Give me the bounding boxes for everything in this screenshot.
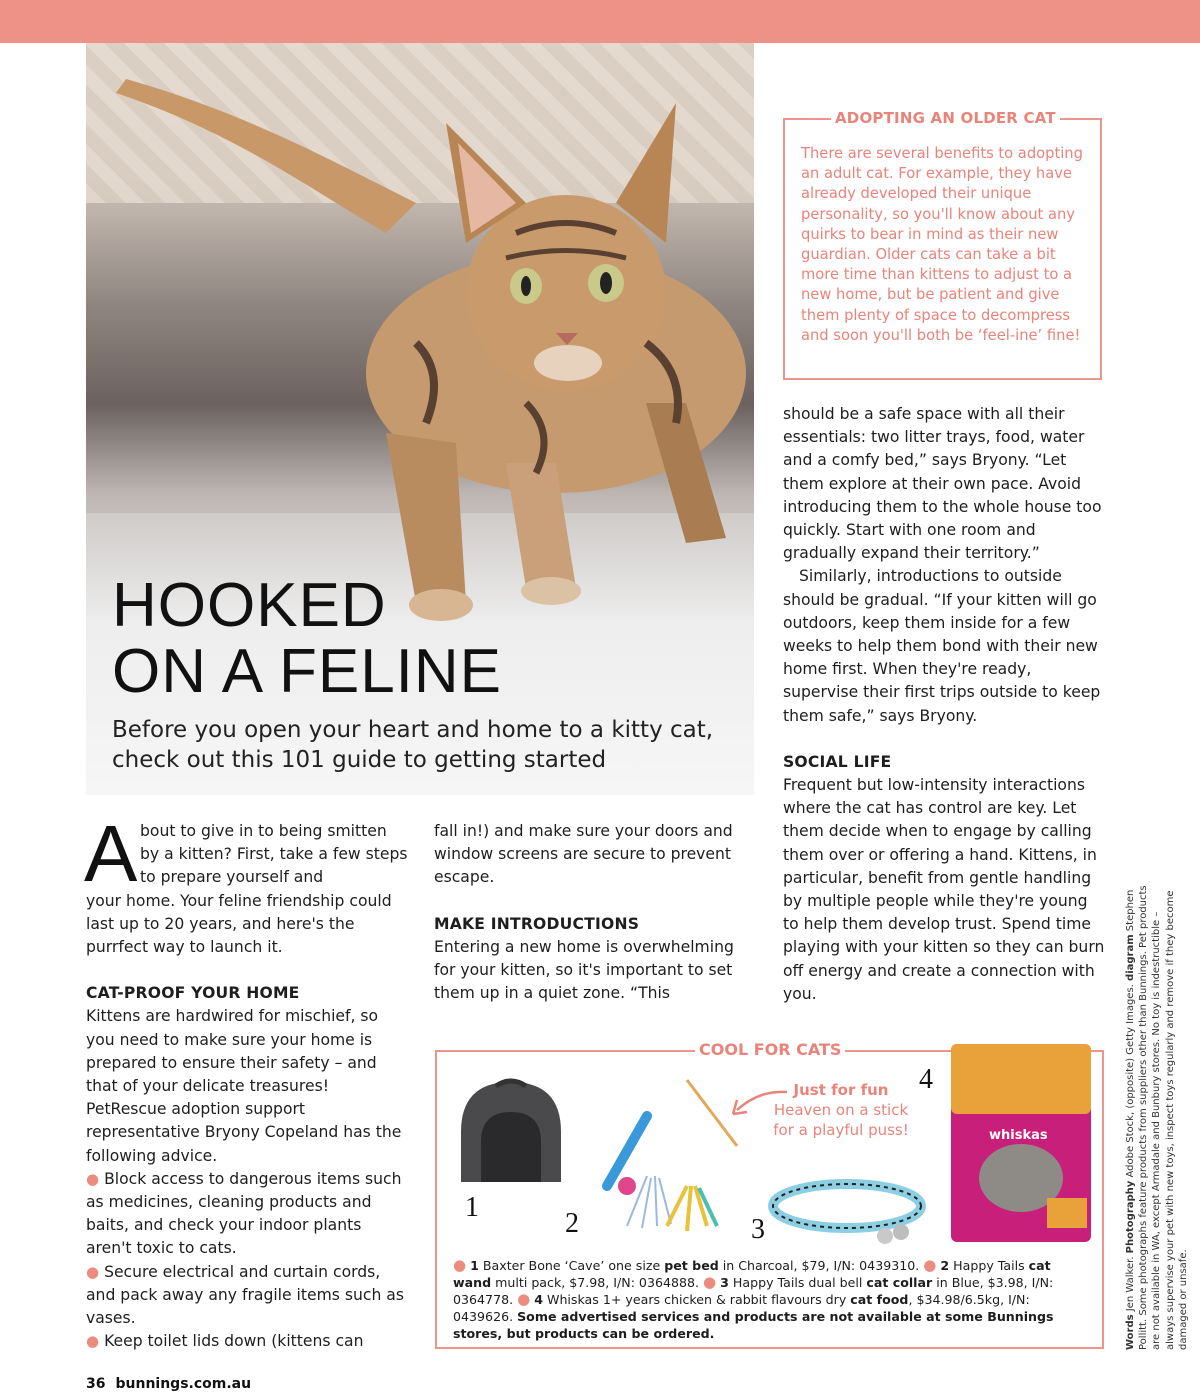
- cat-collar-image: [767, 1170, 937, 1260]
- sidebar-heading: ADOPTING AN OLDER CAT: [831, 109, 1060, 127]
- bullet-dot-icon: ●: [703, 1273, 717, 1291]
- bullet-dot-icon: ●: [86, 1262, 100, 1281]
- fun-note: [765, 1080, 917, 1140]
- products-heading: COOL FOR CATS: [695, 1040, 845, 1059]
- product-number-1: 1: [465, 1192, 479, 1223]
- footer-site-link[interactable]: bunnings.com.au: [115, 1376, 252, 1392]
- section-heading-cat-proof: CAT-PROOF YOUR HOME: [86, 984, 300, 1003]
- photo-credits: Words Jen Walker. Photography Adobe Stock, (opposite) Getty Images. diagram Stephen Pollitt. Some photographs feature products from suppliers other than Bunnings. Pet products are not available in WA, except Armadale and Bunbury stores. No toy is indestructible – always supervise your pet with new toys, inspect toys regularly and remove if they become damaged or unsafe.: [1125, 885, 1189, 1350]
- bullet-dot-icon: ●: [923, 1256, 937, 1274]
- top-color-bar: [0, 0, 1200, 43]
- bullet-item: ● Secure electrical and curtain cords, and pack away any fragile items such as vases.: [86, 1262, 404, 1328]
- article-column-1: [84, 809, 408, 1353]
- section-body-social-life: Frequent but low-intensity interactions where the cat has control are key. Let them decide when to engage by calling them over or offering a hand. Kittens, in particular, benefit from gentle handling by multiple people while they're young to help them develop trust. Spend time playing with your kitten so they can burn off energy and create a connection with you.: [783, 776, 1105, 1003]
- page-number: 36: [86, 1376, 106, 1392]
- bullet-dot-icon: ●: [517, 1290, 531, 1308]
- pet-bed-image: [451, 1072, 571, 1192]
- article-subtitle: Before you open your heart and home to a kitty cat, check out this 101 guide to getting started: [112, 717, 714, 773]
- older-cat-sidebar: [783, 109, 1102, 380]
- bullet-item: ● Keep toilet lids down (kittens can: [86, 1332, 364, 1351]
- hero-photo: [86, 43, 754, 795]
- credits-disclaimer: Some photographs feature products from suppliers other than Bunnings. Pet products are not available in WA, except Armadale and Bunbury stores. No toy is indestructible – always supervise your pet with new toys, inspect toys regularly and remove if they become damaged or unsafe.: [1138, 885, 1189, 1350]
- fun-note-title: Just for fun: [793, 1081, 889, 1099]
- introductions-paragraph-2: Similarly, introductions to outside should be gradual. “If your kitten will go outdoors, keep them inside for a few weeks to help them bond with their new home first. When they're ready, supervise their first trips outside to keep them safe,” says Bryony.: [783, 567, 1101, 725]
- bullet-dot-icon: ●: [86, 1169, 100, 1188]
- article-title: [112, 573, 502, 705]
- food-brand-label: whiskas: [989, 1128, 1048, 1143]
- page-footer: [86, 1376, 251, 1392]
- cat-wand-image: [587, 1076, 747, 1236]
- sidebar-body: There are several benefits to adopting an adult cat. For example, they have already developed their unique personality, so you'll know about any quirks to bear in mind as their new guardian. Older cats can take a bit more time than kittens to adjust to a new home, but be patient and give them plenty of space to decompress and soon you'll both be ‘feel-ine’ fine!: [801, 145, 1083, 344]
- intro-paragraph: [84, 809, 408, 959]
- title-line-1: HOOKED: [112, 571, 387, 640]
- bullet-dot-icon: ●: [86, 1332, 100, 1351]
- intro-first-lines: bout to give in to being smitten by a kitten? First, take a few steps to prepare yourself and: [140, 822, 408, 887]
- section-heading-introductions: MAKE INTRODUCTIONS: [434, 914, 640, 933]
- drop-cap: A: [84, 809, 138, 898]
- article-column-3: [783, 403, 1105, 1006]
- fun-note-body: Heaven on a stick for a playful puss!: [773, 1101, 909, 1139]
- section-body-cat-proof: Kittens are hardwired for mischief, so you need to make sure your home is prepared to ensure their safety – and that of your delicate treasures! PetRescue adoption support representative Bryony Copeland has the following advice.: [86, 1007, 402, 1165]
- cat-food-bag-image: [947, 1040, 1097, 1246]
- product-number-2: 2: [565, 1208, 579, 1239]
- introductions-continuation: should be a safe space with all their essentials: two litter trays, food, water and a comfy bed,” says Bryony. “Let them explore at their own pace. Avoid introducing them to the whole house too quickly. Start with one room and gradually expand their territory.”: [783, 405, 1102, 563]
- bullet-continuation: fall in!) and make sure your doors and window screens are secure to prevent escape.: [434, 822, 733, 887]
- section-body-introductions: Entering a new home is overwhelming for your kitten, so it's important to set them up in a quiet zone. “This: [434, 937, 734, 1003]
- bullet-item: ● Block access to dangerous items such as medicines, cleaning products and baits, and check your indoor plants aren't toxic to cats.: [86, 1169, 402, 1258]
- article-column-2: [434, 820, 756, 1005]
- bullet-dot-icon: ●: [453, 1256, 467, 1274]
- product-number-4: 4: [919, 1064, 933, 1095]
- product-number-3: 3: [751, 1214, 765, 1245]
- products-caption: ● 1 Baxter Bone ‘Cave’ one size pet bed in Charcoal, $79, I/N: 0439310. ● 2 Happy Tails cat wand multi pack, $7.98, I/N: 0364888. ● 3 Happy Tails dual bell cat collar in Blue, $3.98, I/N: 0364778. ● 4 Whiskas 1+ years chicken & rabbit flavours dry cat food, $34.98/6.5kg, I/N: 0439626. Some advertised services and products are not available at some Bunnings stores, but products can be ordered.: [453, 1256, 1054, 1341]
- intro-rest: your home. Your feline friendship could last up to 20 years, and here's the purrfect way to launch it.: [86, 891, 392, 957]
- section-heading-social-life: SOCIAL LIFE: [783, 752, 892, 771]
- title-line-2: ON A FELINE: [112, 637, 503, 706]
- products-panel: [435, 1040, 1104, 1349]
